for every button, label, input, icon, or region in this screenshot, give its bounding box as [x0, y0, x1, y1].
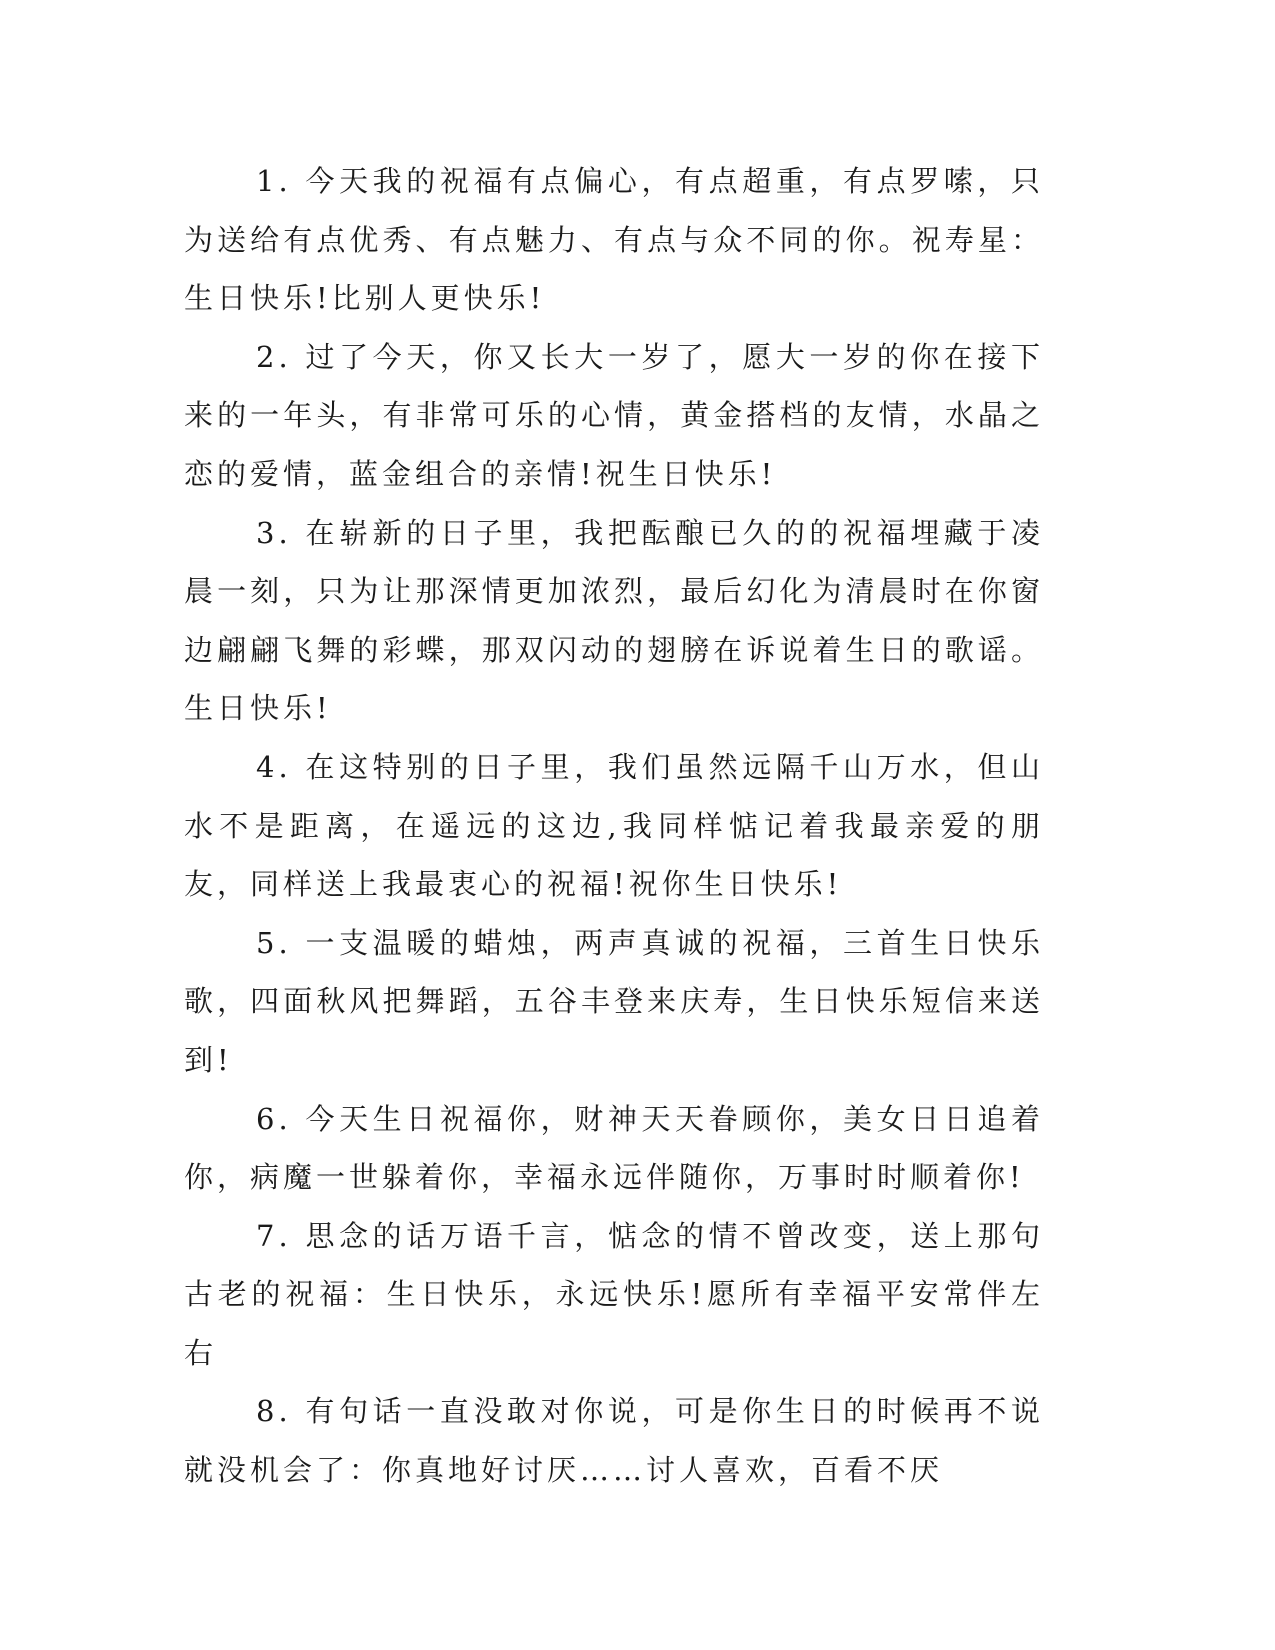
wish-paragraph-5: 5. 一支温暖的蜡烛，两声真诚的祝福，三首生日快乐歌，四面秋风把舞蹈，五谷丰登来庆寿，生日快乐短信来送到! [184, 925, 1044, 1077]
wish-paragraph-2: 2. 过了今天，你又长大一岁了，愿大一岁的你在接下来的一年头，有非常可乐的心情，黄金搭档的友情，水晶之恋的爱情，蓝金组合的亲情!祝生日快乐! [184, 339, 1044, 491]
wish-paragraph-4: 4. 在这特别的日子里，我们虽然远隔千山万水，但山水不是距离，在遥远的这边,我同样惦记着我最亲爱的朋友，同样送上我最衷心的祝福!祝你生日快乐! [184, 749, 1044, 902]
document-body [184, 152, 1044, 1500]
wish-paragraph-6: 6. 今天生日祝福你，财神天天眷顾你，美女日日追着你，病魔一世躲着你，幸福永远伴随你，万事时时顺着你! [184, 1101, 1044, 1195]
wish-paragraph-1: 1. 今天我的祝福有点偏心，有点超重，有点罗嗦，只为送给有点优秀、有点魅力、有点与众不同的你。祝寿星：生日快乐!比别人更快乐! [184, 164, 1044, 316]
wish-paragraph-8: 8. 有句话一直没敢对你说，可是你生日的时候再不说就没机会了：你真地好讨厌……讨人喜欢，百看不厌 [184, 1394, 1044, 1488]
wish-paragraph-7: 7. 思念的话万语千言，惦念的情不曾改变，送上那句古老的祝福：生日快乐，永远快乐!愿所有幸福平安常伴左右 [184, 1218, 1044, 1370]
wish-paragraph-3: 3. 在崭新的日子里，我把酝酿已久的的祝福埋藏于凌晨一刻，只为让那深情更加浓烈，最后幻化为清晨时在你窗边翩翩飞舞的彩蝶，那双闪动的翅膀在诉说着生日的歌谣。生日快乐! [184, 515, 1044, 726]
